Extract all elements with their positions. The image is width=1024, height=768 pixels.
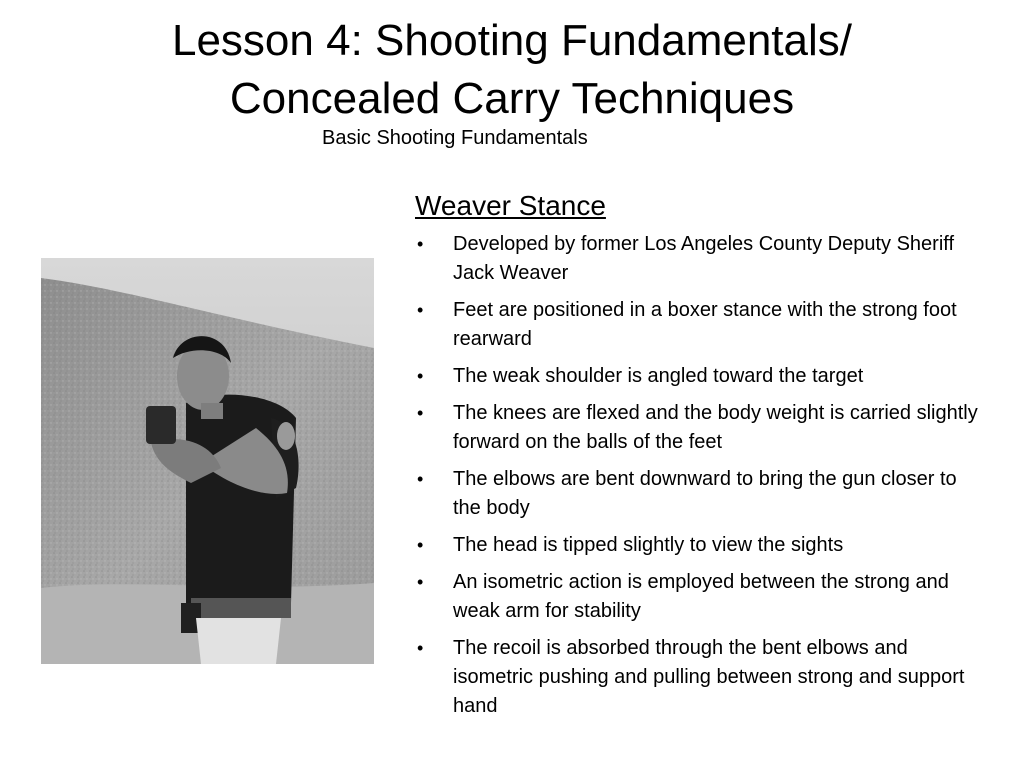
bullet-item — [415, 362, 980, 391]
officer-photo-illustration — [41, 258, 374, 664]
bullet-text: An isometric action is employed between the strong and weak arm for stability — [453, 571, 949, 622]
bullet-text: The elbows are bent downward to bring the gun closer to the body — [453, 468, 957, 519]
bullet-item — [415, 634, 980, 721]
bullet-glyph: • — [417, 366, 424, 386]
bullet-item — [415, 568, 980, 626]
section-heading: Weaver Stance — [415, 190, 606, 221]
bullet-item — [415, 399, 980, 457]
bullet-text: Developed by former Los Angeles County Deputy Sheriff Jack Weaver — [453, 233, 955, 284]
slide-title — [0, 12, 1024, 128]
bullet-glyph: • — [417, 535, 424, 555]
bullet-list — [415, 230, 980, 721]
bullet-item — [415, 531, 980, 560]
bullet-item — [415, 465, 980, 523]
slide-subtitle: Basic Shooting Fundamentals — [322, 127, 588, 149]
bullet-text: The weak shoulder is angled toward the target — [453, 365, 864, 387]
bullet-glyph: • — [417, 572, 424, 592]
bullet-glyph: • — [417, 403, 424, 423]
bullet-glyph: • — [417, 469, 424, 489]
bullet-glyph: • — [417, 638, 424, 658]
title-line-1: Lesson 4: Shooting Fundamentals/ — [171, 16, 852, 65]
bullet-text: Feet are positioned in a boxer stance with the strong foot rearward — [453, 299, 957, 350]
bullet-text: The knees are flexed and the body weight is carried slightly forward on the balls of the feet — [453, 402, 978, 453]
content-panel — [415, 188, 980, 729]
bullet-glyph: • — [417, 300, 424, 320]
title-line-2: Concealed Carry Techniques — [229, 74, 795, 123]
bullet-item — [415, 230, 980, 288]
bullet-glyph: • — [417, 234, 424, 254]
weaver-stance-photo — [41, 258, 374, 664]
bullet-text: The recoil is absorbed through the bent elbows and isometric pushing and pulling between strong and support hand — [453, 637, 965, 717]
bullet-text: The head is tipped slightly to view the sights — [453, 534, 844, 556]
bullet-item — [415, 296, 980, 354]
